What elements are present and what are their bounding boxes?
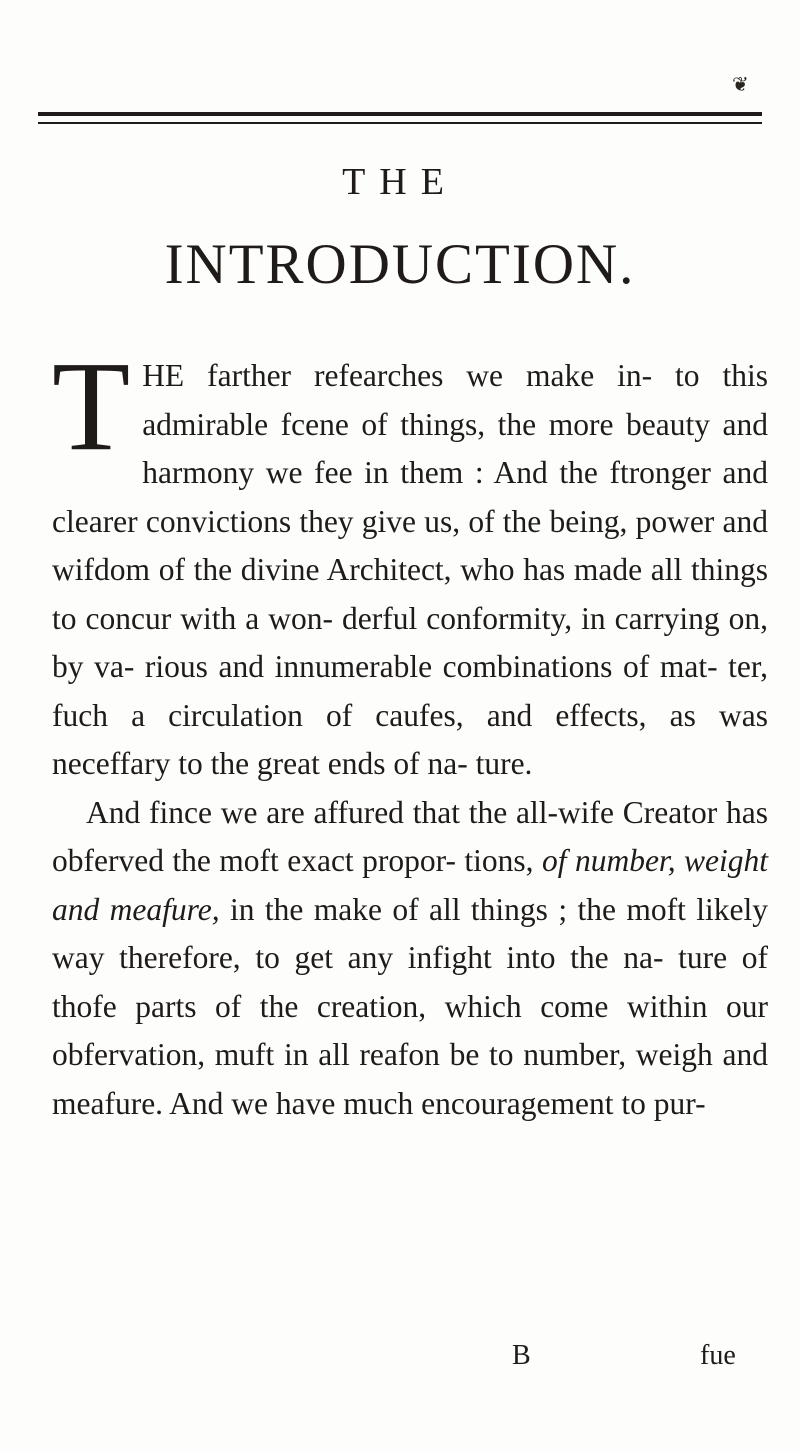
running-title: THE — [342, 161, 458, 203]
chapter-title: INTRODUCTION. — [164, 233, 636, 296]
top-rule-thin — [38, 122, 762, 124]
paragraph-2-text-a: And fince we are affured that the all-wife Creator has obferved the moft exact propor- tions, — [52, 794, 768, 878]
paragraph-2-italic: of number, weight and meafure, — [52, 843, 769, 927]
body-text — [52, 335, 769, 1128]
drop-cap: T — [52, 335, 131, 477]
ornament-fleck-icon: ❦ — [732, 72, 749, 96]
paragraph-2 — [52, 789, 768, 1129]
signature-mark: B — [512, 1340, 531, 1371]
paragraph-1-text: HE farther refearches we make in- to this admirable fcene of things, the more beauty and harmony we fee in them : And the ftronger and clearer convictions they give us, of the being, power and wifdom of the divine Architect, who has made all things to concur with a won- derful conformity, in carrying on, by va- rious and innumerable combinations of mat- ter, fuch a circulation of caufes, and effects, as was neceffary to the great ends of na- ture. — [52, 358, 768, 781]
top-rule-thick — [38, 112, 762, 116]
catchword: fue — [700, 1340, 736, 1371]
paragraph-1 — [52, 335, 768, 789]
paragraph-2-text-b: in the make of all things ; the moft likely way therefore, to get any infight into the na- ture of thofe parts of the creation, which come within our obfervation, muft in all reafon be to number, weigh and meafure. And we have much encouragement to pur- — [52, 891, 768, 1121]
